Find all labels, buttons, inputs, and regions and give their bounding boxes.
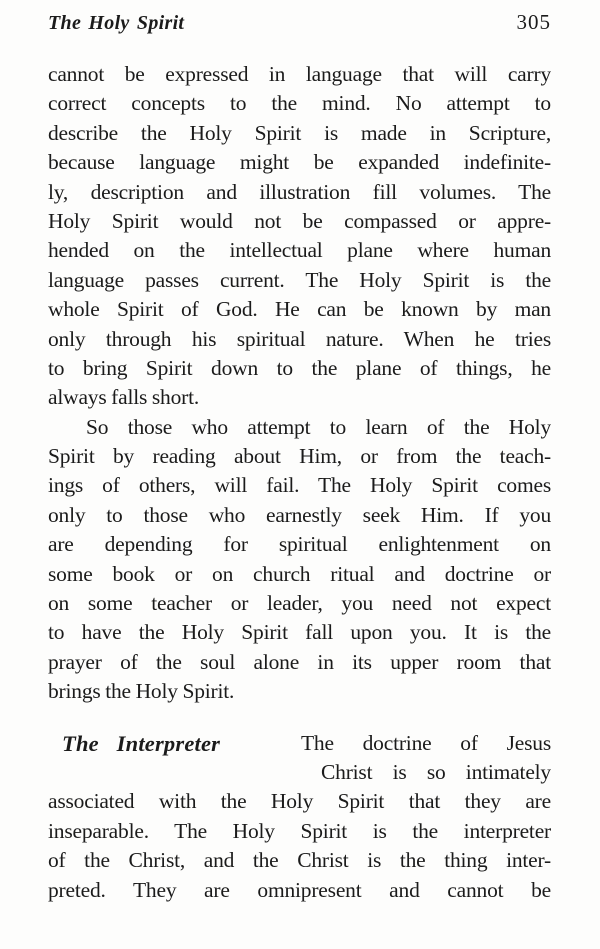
text-line: because language might be expanded indefinite- xyxy=(48,150,551,175)
text-line: So those who attempt to learn of the Holy xyxy=(86,414,551,439)
text-line: Holy Spirit would not be compassed or appre- xyxy=(48,208,551,233)
text-line: always falls short. xyxy=(48,385,200,410)
text-line: whole Spirit of God. He can be known by man xyxy=(48,297,551,322)
body-text xyxy=(48,60,551,905)
text-line: to have the Holy Spirit fall upon you. It is the xyxy=(48,620,551,645)
text-line: brings the Holy Spirit. xyxy=(48,679,235,704)
section-heading: The Interpreter xyxy=(62,730,221,756)
text-line: ings of others, will fail. The Holy Spirit comes xyxy=(48,473,551,498)
running-title: The Holy Spirit xyxy=(48,12,185,34)
text-line: on some teacher or leader, you need not expect xyxy=(48,591,551,616)
text-line: hended on the intellectual plane where human xyxy=(48,238,551,263)
text-line: only to those who earnestly seek Him. If you xyxy=(48,502,551,527)
text-line: language passes current. The Holy Spirit is the xyxy=(48,267,551,292)
text-line: associated with the Holy Spirit that they are xyxy=(48,789,551,814)
section-the-interpreter xyxy=(48,729,551,905)
text-line: Christ is so intimately xyxy=(321,759,551,784)
text-line: prayer of the soul alone in its upper room that xyxy=(48,649,551,674)
text-line: of the Christ, and the Christ is the thing inter- xyxy=(48,848,551,873)
text-line: only through his spiritual nature. When he tries xyxy=(48,326,551,351)
text-line: to bring Spirit down to the plane of things, he xyxy=(48,355,551,380)
paragraph-2 xyxy=(48,413,551,707)
text-line: inseparable. The Holy Spirit is the interpreter xyxy=(48,818,551,843)
text-line: are depending for spiritual enlightenment on xyxy=(48,532,551,557)
text-line: describe the Holy Spirit is made in Scripture, xyxy=(48,120,551,145)
text-line: Spirit by reading about Him, or from the teach- xyxy=(48,444,551,469)
paragraph-1 xyxy=(48,60,551,413)
text-line: ly, description and illustration fill volumes. The xyxy=(48,179,551,204)
running-header xyxy=(48,10,551,34)
text-line: correct concepts to the mind. No attempt to xyxy=(48,91,551,116)
page-number: 305 xyxy=(516,10,551,34)
text-line: some book or on church ritual and doctrine or xyxy=(48,561,551,586)
text-line: The doctrine of Jesus xyxy=(301,730,551,755)
text-line: cannot be expressed in language that will carry xyxy=(48,62,551,86)
text-line: preted. They are omnipresent and cannot be xyxy=(48,877,551,902)
